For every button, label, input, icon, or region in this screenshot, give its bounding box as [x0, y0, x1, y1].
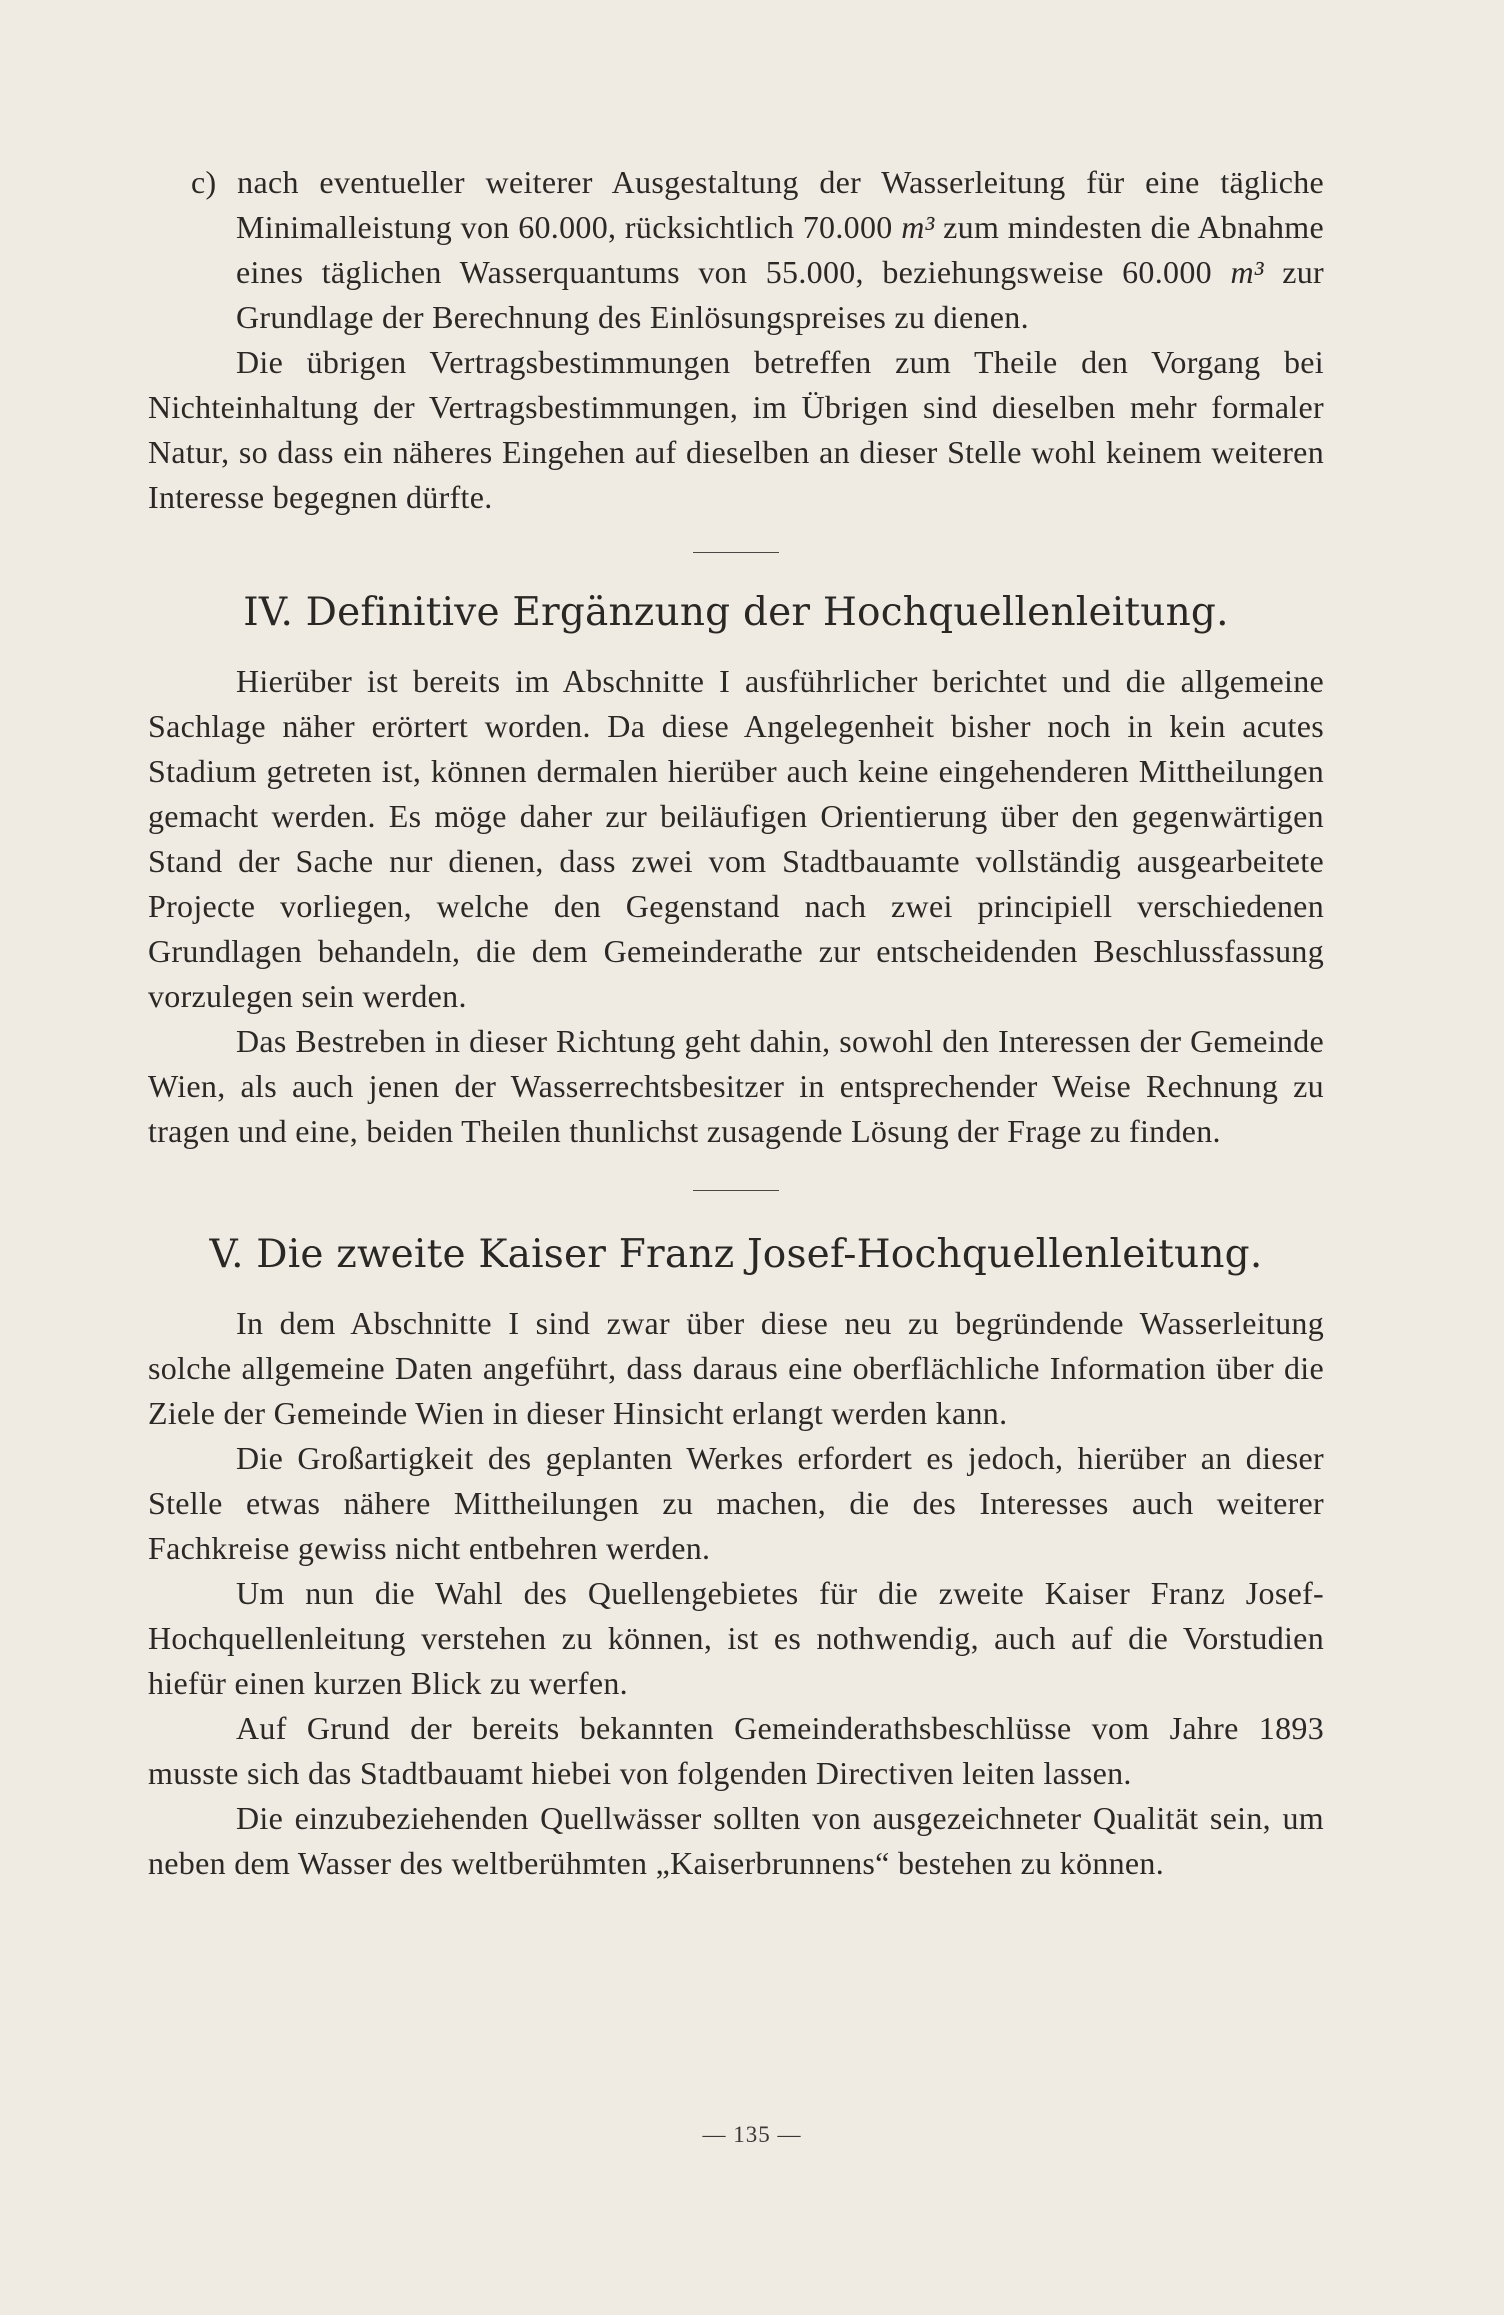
unit-cubic-meter-1: m³ — [901, 209, 935, 245]
list-marker: c) — [191, 164, 217, 200]
section-divider — [693, 1190, 779, 1191]
section-iv-paragraph: Hierüber ist bereits im Abschnitte I ausführlicher berichtet und die allgemeine Sachlage näher erörtert worden. Da diese Angelegenheit bisher noch in kein acutes Stadium getreten ist, können dermalen hierüber auch keine eingehenderen Mittheilungen gemacht werden. Es möge daher zur beiläufigen Orientierung über den gegenwärtigen Stand der Sache nur dienen, dass zwei vom Stadtbauamte vollständig ausgearbeitete Projecte vorliegen, welche den Gegenstand nach zwei principiell verschiedenen Grundlagen behandeln, die dem Gemeinderathe zur entscheidenden Beschlussfassung vorzulegen sein werden. — [148, 663, 1324, 1014]
section-v-paragraph: Auf Grund der bereits bekannten Gemeinderathsbeschlüsse vom Jahre 1893 musste sich das Stadtbauamt hiebei von folgenden Directiven leiten lassen. — [148, 1710, 1324, 1791]
page-number: — 135 — — [702, 2122, 802, 2147]
section-iv-heading: IV. Definitive Ergänzung der Hochquellenleitung. — [243, 590, 1229, 635]
paragraph-remaining-terms: Die übrigen Vertragsbestimmungen betreffen zum Theile den Vorgang bei Nichteinhaltung der Vertragsbestimmungen, im Übrigen sind dieselben mehr formaler Natur, so dass ein näheres Eingehen auf dieselben an dieser Stelle wohl keinem weiteren Interesse begegnen dürfte. — [148, 344, 1324, 515]
section-v-paragraph: Um nun die Wahl des Quellengebietes für die zweite Kaiser Franz Josef-Hochquellenleitung verstehen zu können, ist es nothwendig, auch auf die Vorstudien hiefür einen kurzen Blick zu werfen. — [148, 1575, 1324, 1701]
section-v-paragraph: Die einzubeziehenden Quellwässer sollten von ausgezeichneter Qualität sein, um neben dem Wasser des weltberühmten „Kaiserbrunnens“ bestehen zu können. — [148, 1800, 1324, 1881]
list-item-text-c: zur Grundlage der Berechnung des Einlösungspreises zu dienen. — [236, 254, 1325, 335]
unit-cubic-meter-2: m³ — [1230, 254, 1264, 290]
section-iv-paragraph: Das Bestreben in dieser Richtung geht dahin, sowohl den Interessen der Gemeinde Wien, als auch jenen der Wasserrechtsbesitzer in entsprechender Weise Rechnung zu tragen und eine, beiden Theilen thunlichst zusagende Lösung der Frage zu finden. — [148, 1023, 1324, 1149]
list-item-text-a: nach eventueller weiterer Ausgestaltung der Wasserleitung für eine tägliche Minimalleistung von 60.000, rücksichtlich 70.000 — [236, 164, 1324, 245]
page-body — [148, 160, 1324, 1886]
list-item-c — [168, 160, 1324, 340]
section-divider — [693, 552, 779, 553]
list-item-text-b: zum mindesten die Abnahme eines täglichen Wasserquantums von 55.000, beziehungsweise 60.000 — [236, 209, 1325, 290]
section-v-heading: V. Die zweite Kaiser Franz Josef-Hochquellenleitung. — [209, 1232, 1263, 1277]
section-v-paragraph: Die Großartigkeit des geplanten Werkes erfordert es jedoch, hierüber an dieser Stelle etwas nähere Mittheilungen zu machen, die des Interesses auch weiterer Fachkreise gewiss nicht entbehren werden. — [148, 1440, 1324, 1566]
section-v-paragraph: In dem Abschnitte I sind zwar über diese neu zu begründende Wasserleitung solche allgemeine Daten angeführt, dass daraus eine oberflächliche Information über die Ziele der Gemeinde Wien in dieser Hinsicht erlangt werden kann. — [148, 1305, 1324, 1431]
